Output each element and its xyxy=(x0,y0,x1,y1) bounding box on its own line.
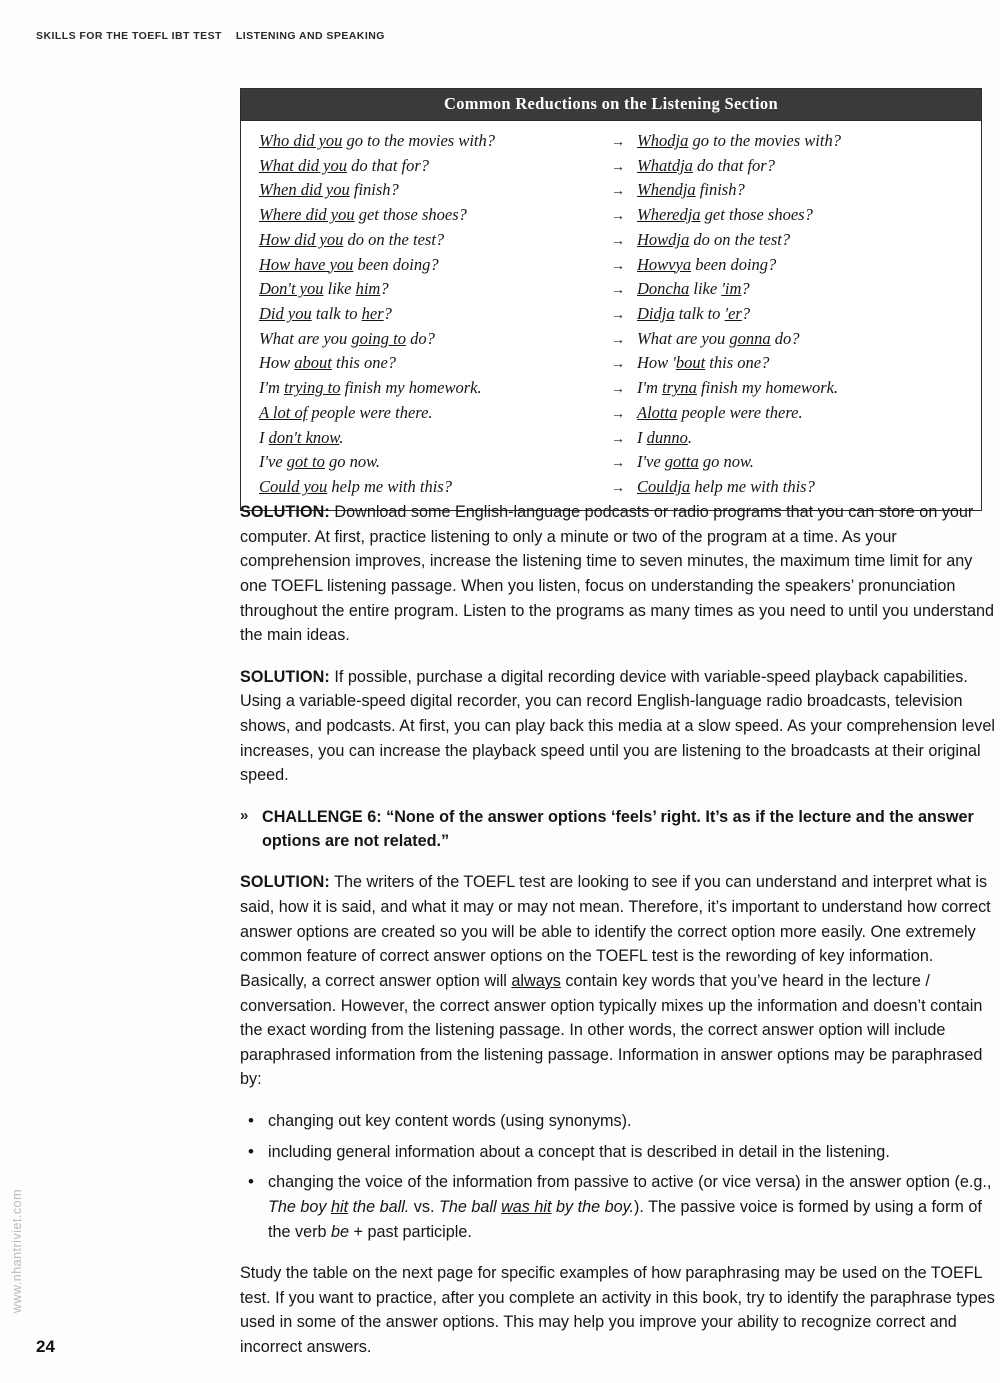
chevron-marker-icon: » xyxy=(240,806,249,824)
arrow-icon: → xyxy=(611,233,625,249)
example-sentence-passive-a: The ball xyxy=(439,1197,502,1216)
solution-paragraph-1 xyxy=(240,500,1000,648)
closing-paragraph: Study the table on the next page for specific examples of how paraphrasing may be used on the TOEFL test. If you want to practice, after you complete an activity in this book, try to identify the paraphrase types used in some of the answer options. This may help you improve your ability to recognize correct and incorrect answers. xyxy=(240,1264,995,1357)
reduction-reduced-form: → What are you gonna do? xyxy=(611,327,981,352)
table-row xyxy=(241,178,981,203)
solution-text-1: Download some English-language podcasts or radio programs that you can store on your computer. At first, practice listening to only a minute or two of the program at a time. As your comprehension improves, increase the listening time to seven minutes, the maximum time limit for any one TOEFL listening passage. When you listen, focus on understanding the speakers’ pronunciation throughout the entire program. Listen to the programs as many times as you need to until you understand the main ideas. xyxy=(240,503,995,645)
bullet-text-2: including general information about a concept that is described in detail in the listening. xyxy=(268,1142,890,1161)
arrow-icon: → xyxy=(611,456,625,472)
solution-text-3b: contain key words that you’ve heard in the lecture / conversation. However, the correct answer option typically mixes up the information and doesn’t contain the exact wording from the listening passage. In other words, the correct answer option will include paraphrased information from the listening passage. Information in answer options may be paraphrased by: xyxy=(240,971,983,1089)
table-row xyxy=(241,302,981,327)
arrow-icon: → xyxy=(611,159,625,175)
arrow-icon: → xyxy=(611,135,625,150)
list-item xyxy=(240,1109,1000,1134)
reduction-reduced-form: → I've gotta go now. xyxy=(611,450,981,475)
reduction-full-form: I've got to go now. xyxy=(259,452,380,472)
bullet-text-1: changing out key content words (using synonyms). xyxy=(268,1112,632,1131)
arrow-icon: → xyxy=(611,357,625,373)
reduction-full-form: When did you finish? xyxy=(259,180,399,200)
reduction-full-form: Could you help me with this? xyxy=(259,477,452,497)
page-number: 24 xyxy=(36,1337,55,1356)
bullet-text-3-end: + past participle. xyxy=(349,1222,472,1241)
watermark-url: www.nhantriviet.com xyxy=(10,1188,24,1313)
arrow-icon: → xyxy=(611,332,625,348)
example-verb-was-hit: was hit xyxy=(501,1197,552,1216)
reduction-reduced-form: → Alotta people were there. xyxy=(611,401,981,426)
table-row xyxy=(241,277,981,302)
table-row xyxy=(241,401,981,426)
reduction-full-form: How have you been doing? xyxy=(259,254,439,274)
emphasis-always: always xyxy=(511,971,561,990)
arrow-icon: → xyxy=(611,308,625,324)
table-row xyxy=(241,253,981,278)
arrow-icon: → xyxy=(611,184,625,200)
reduction-full-form: Don't you like him? xyxy=(259,279,389,299)
example-sentence-active-b: the ball. xyxy=(348,1197,410,1216)
article-content xyxy=(240,500,1000,1377)
bullet-text-3-tail: ). The passive voice is formed by using a form of the verb xyxy=(268,1197,982,1241)
reduction-reduced-form: → Whatdja do that for? xyxy=(611,154,981,179)
reduction-reduced-form: → Whodja go to the movies with? xyxy=(611,129,981,154)
example-verb-hit: hit xyxy=(331,1197,349,1216)
challenge-heading xyxy=(240,805,1000,854)
reduction-full-form: Did you talk to her? xyxy=(259,304,392,324)
solution-text-2: If possible, purchase a digital recording device with variable-speed playback capabilities. Using a variable-speed digital recorder, you can record English-language radio broadcasts, television shows, and podcasts. At first, you can play back this media at a slow speed. As your comprehension level increases, you can increase the playback speed until you are listening to the broadcasts at their original speed. xyxy=(240,667,995,785)
arrow-icon: → xyxy=(611,382,625,398)
table-row xyxy=(241,203,981,228)
solution-paragraph-2 xyxy=(240,665,1000,788)
list-item xyxy=(240,1170,1000,1244)
reduction-full-form: What are you going to do? xyxy=(259,328,435,348)
table-row xyxy=(241,129,981,154)
vs-text: vs. xyxy=(409,1197,439,1216)
solution-label: SOLUTION: xyxy=(240,873,330,892)
reduction-full-form: What did you do that for? xyxy=(259,155,430,175)
challenge-heading-text: CHALLENGE 6: “None of the answer options ‘feels’ right. It’s as if the lecture and the answer options are not related.” xyxy=(262,807,974,851)
reduction-reduced-form: → I dunno. xyxy=(611,426,981,451)
reduction-full-form: A lot of people were there. xyxy=(259,402,433,422)
reduction-full-form: How about this one? xyxy=(259,353,397,373)
table-row xyxy=(241,376,981,401)
reduction-reduced-form: → How 'bout this one? xyxy=(611,351,981,376)
paraphrase-bullet-list xyxy=(240,1109,1000,1244)
table-row xyxy=(241,228,981,253)
example-sentence-passive-b: by the boy. xyxy=(551,1197,634,1216)
reductions-table xyxy=(240,88,982,511)
reduction-full-form: I'm trying to finish my homework. xyxy=(259,378,482,398)
list-item xyxy=(240,1140,1000,1165)
running-head-right: LISTENING AND SPEAKING xyxy=(235,30,385,42)
arrow-icon: → xyxy=(611,258,625,274)
reduction-full-form: Who did you go to the movies with? xyxy=(259,131,496,150)
arrow-icon: → xyxy=(611,406,625,422)
solution-text-3a: The writers of the TOEFL test are looking to see if you can understand and interpret what is said, how it is said, and what it may or may not mean. Therefore, it’s important to understand how correct answer options are created so you will be able to identify the correct option more easily. One extremely common feature of correct answer options on the TOEFL test is the rewording of key information. Basically, a correct answer option will xyxy=(240,873,991,990)
table-row xyxy=(241,450,981,475)
reduction-reduced-form: → Doncha like 'im? xyxy=(611,277,981,302)
example-sentence-active-a: The boy xyxy=(268,1197,331,1216)
solution-label: SOLUTION: xyxy=(240,667,330,686)
reduction-reduced-form: → Howdja do on the test? xyxy=(611,228,981,253)
reduction-reduced-form: → Whendja finish? xyxy=(611,178,981,203)
arrow-icon: → xyxy=(611,431,625,447)
arrow-icon: → xyxy=(611,481,625,497)
table-row xyxy=(241,327,981,352)
reduction-reduced-form: → Couldja help me with this? xyxy=(611,475,981,500)
arrow-icon: → xyxy=(611,209,625,225)
table-title: Common Reductions on the Listening Section xyxy=(240,88,982,121)
reduction-reduced-form: → Wheredja get those shoes? xyxy=(611,203,981,228)
reduction-full-form: How did you do on the test? xyxy=(259,229,445,249)
table-row xyxy=(241,426,981,451)
verb-be: be xyxy=(331,1222,350,1241)
table-row xyxy=(241,154,981,179)
reduction-reduced-form: → Howvya been doing? xyxy=(611,253,981,278)
solution-label: SOLUTION: xyxy=(240,503,330,521)
reduction-full-form: I don't know. xyxy=(259,427,344,447)
solution-paragraph-3 xyxy=(240,870,1000,1092)
reduction-reduced-form: → Didja talk to 'er? xyxy=(611,302,981,327)
running-head-left: SKILLS FOR THE TOEFL IBT TEST xyxy=(36,30,222,42)
running-head xyxy=(36,30,385,42)
reduction-full-form: Where did you get those shoes? xyxy=(259,205,467,225)
table-row xyxy=(241,475,981,500)
bullet-text-3: changing the voice of the information from passive to active (or vice versa) in the answer option (e.g., xyxy=(268,1173,992,1192)
arrow-icon: → xyxy=(611,283,625,299)
table-body xyxy=(240,121,982,511)
reduction-reduced-form: → I'm tryna finish my homework. xyxy=(611,376,981,401)
table-row xyxy=(241,351,981,376)
